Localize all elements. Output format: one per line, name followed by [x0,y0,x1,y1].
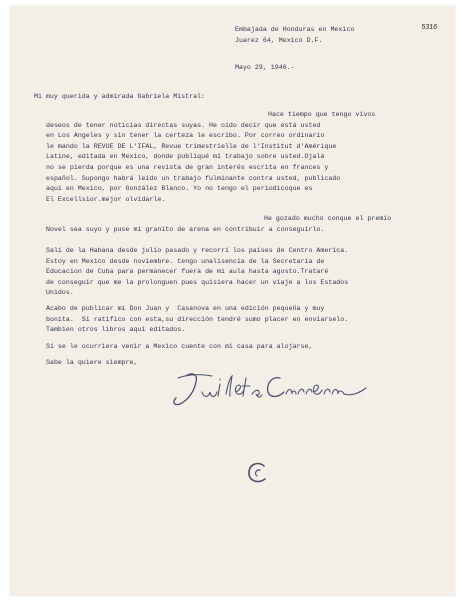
paragraph-line: aquí en Mexico, por González Blanco. Yo no tengo el periodicoque es [46,185,313,193]
paragraph-line: El Excellsior.mejor olvidarle. [46,195,166,203]
paragraph-line: Tambien otros libros aquí editados. [46,326,186,334]
letter-page [10,6,455,596]
closing-line: Sabe la quiere siempre, [46,359,138,366]
letterhead [235,25,354,46]
paragraph-5: Si se le ocurriera venir a Mexico cuente con mi casa para alojarse, [46,343,313,350]
handwritten-initial-mark [246,460,270,486]
paragraph-line: Latine, editada en Mexico, donde publiqué mi trabajo sobre usted.Ojalá [46,153,325,161]
paragraph-line: Unidos. [46,289,74,297]
paragraph-line: He gozado mucho conque el premio [264,215,392,222]
paragraph-line: bonita. Si ratifico con esta,su dirección tendré sumo placer en enviarselo. [46,315,349,323]
letter-date: Mayo 29, 1946.- [235,64,295,71]
paragraph-3 [46,246,348,299]
handwritten-signature [168,366,378,410]
paragraph-line: deseos de tener noticias directas suyas. He oido decir que está usted [46,121,321,129]
paragraph-line: Educacion de Cuba para permanecer fuera de mi aula hasta agosto.Trataré [46,268,329,276]
paragraph-line: Hace tiempo que tengo vivos [268,111,376,118]
paragraph-line: Estoy en Mexico desde noviembre. tengo unalisencia de la Secretaria de [46,257,325,265]
salutation: Mi muy querida y admirada Gabriela Mistral: [34,93,206,100]
paragraph-line: Novel sea suyo y puse mi granito de arena en contribuir a conseguirlo. [46,225,325,233]
paragraph-2 [46,214,391,235]
paragraph-line: de conseguir que me la prolonguen pues quisiera hacer un viaje a los Estados [46,278,349,286]
paragraph-line: en Los Angeles y sin tener la certeza le escribo. Por correo ordinario [46,132,325,140]
paragraph-line: Acabo de publicar mi Don Juan y Casanova en una edición pequeña y muy [46,305,325,312]
letterhead-line-2: Juarez 64, Mexico D.F. [235,36,323,44]
letterhead-line-1: Embajada de Honduras en Mexico [235,26,355,33]
paragraph-line: le mando la REVUE DE L'IFAL, Revue trimestrielle de l'Institut d'Amérique [46,142,337,150]
paragraph-1 [46,110,375,205]
paragraph-4 [46,304,348,336]
archive-reference-number: 5316 [421,24,437,31]
paragraph-line: no se pierda porque es una revista de gran interés escrita en frances y [46,163,329,171]
paragraph-line: español. Supongo habrá leido un trabajo fulminante contra usted, publicado [46,174,341,182]
paragraph-line: Salí de la Habana desde julio pasado y recorrí los paises de Centro America. [46,247,349,254]
